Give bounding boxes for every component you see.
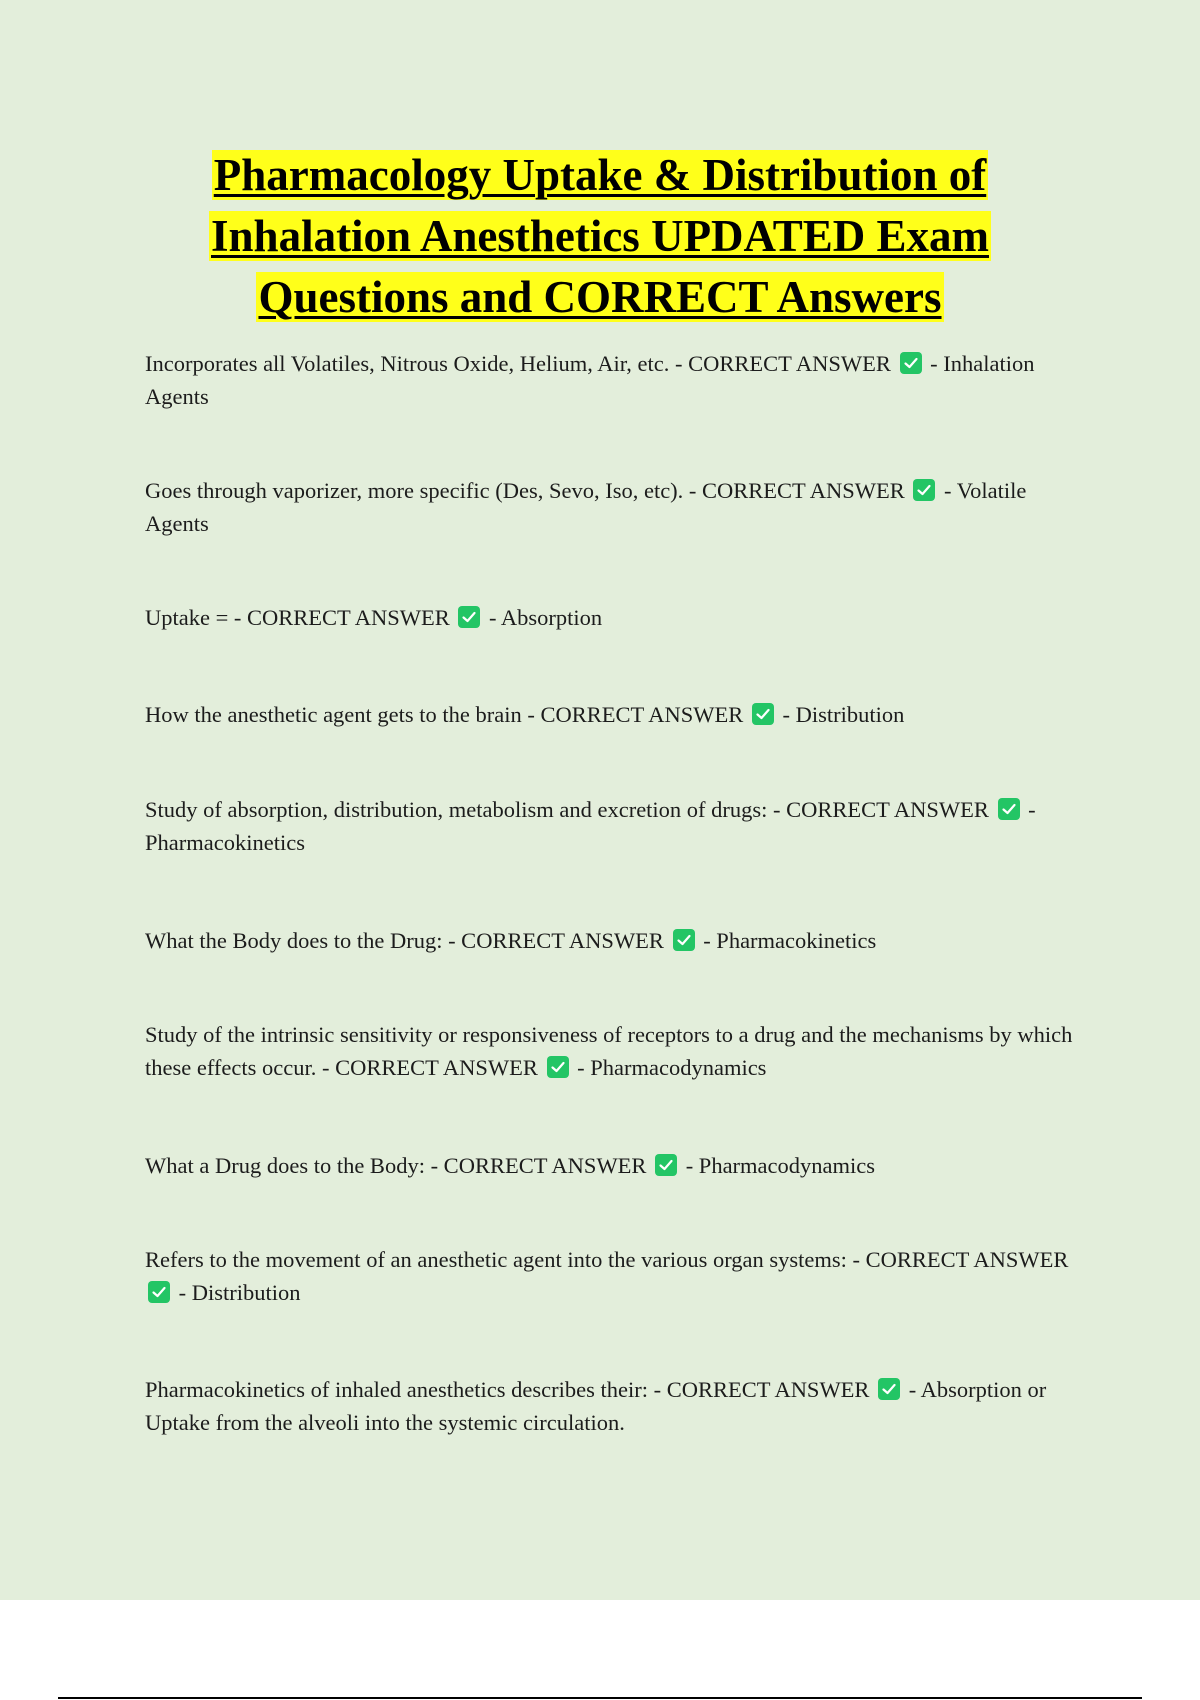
question-text: Pharmacokinetics of inhaled anesthetics describes their: - CORRECT ANSWER xyxy=(145,1377,870,1402)
qa-item xyxy=(145,1018,1085,1084)
footer-divider xyxy=(58,1697,1142,1699)
green-checkmark-icon xyxy=(998,798,1020,820)
qa-item xyxy=(145,924,1085,957)
answer-text: - Absorption xyxy=(489,605,603,630)
question-text: Goes through vaporizer, more specific (Des, Sevo, Iso, etc). - CORRECT ANSWER xyxy=(145,478,905,503)
answer-text: - Volatile Agents xyxy=(145,478,1027,536)
green-checkmark-icon xyxy=(655,1154,677,1176)
qa-item xyxy=(145,698,1085,731)
answer-text: - Distribution xyxy=(782,702,905,727)
question-text: Uptake = - CORRECT ANSWER xyxy=(145,605,450,630)
question-text: What the Body does to the Drug: - CORRECT ANSWER xyxy=(145,928,664,953)
answer-text: - Distribution xyxy=(178,1280,301,1305)
document-title xyxy=(0,145,1200,328)
answer-text: - Absorption or Uptake from the alveoli into the systemic circulation. xyxy=(145,1377,1047,1435)
answer-text: - Pharmacokinetics xyxy=(703,928,877,953)
qa-item xyxy=(145,1243,1085,1309)
green-checkmark-icon xyxy=(878,1378,900,1400)
answer-text: - Inhalation Agents xyxy=(145,351,1035,409)
title-line: Questions and CORRECT Answers xyxy=(258,272,942,322)
qa-item xyxy=(145,474,1085,540)
green-checkmark-icon xyxy=(148,1281,170,1303)
question-text: How the anesthetic agent gets to the brain - CORRECT ANSWER xyxy=(145,702,744,727)
answer-text: - Pharmacokinetics xyxy=(145,797,1036,855)
qa-item xyxy=(145,601,1085,634)
green-checkmark-icon xyxy=(547,1056,569,1078)
qa-item xyxy=(145,347,1085,413)
answer-text: - Pharmacodynamics xyxy=(577,1055,767,1080)
question-text: Incorporates all Volatiles, Nitrous Oxide, Helium, Air, etc. - CORRECT ANSWER xyxy=(145,351,891,376)
green-checkmark-icon xyxy=(752,703,774,725)
answer-text: - Pharmacodynamics xyxy=(685,1153,876,1178)
green-checkmark-icon xyxy=(913,479,935,501)
title-line: Inhalation Anesthetics UPDATED Exam xyxy=(211,211,989,261)
green-checkmark-icon xyxy=(673,929,695,951)
qa-item xyxy=(145,1373,1085,1439)
question-text: Study of the intrinsic sensitivity or responsiveness of receptors to a drug and the mechanisms by which these effects occur. - CORRECT ANSWER xyxy=(145,1022,1073,1080)
green-checkmark-icon xyxy=(458,606,480,628)
qa-item xyxy=(145,793,1085,859)
question-text: Refers to the movement of an anesthetic agent into the various organ systems: - CORRECT ANSWER xyxy=(145,1247,1069,1272)
qa-item xyxy=(145,1149,1085,1182)
question-text: Study of absorption, distribution, metabolism and excretion of drugs: - CORRECT ANSWER xyxy=(145,797,989,822)
title-line: Pharmacology Uptake & Distribution of xyxy=(213,150,987,200)
question-text: What a Drug does to the Body: - CORRECT ANSWER xyxy=(145,1153,647,1178)
green-checkmark-icon xyxy=(900,352,922,374)
